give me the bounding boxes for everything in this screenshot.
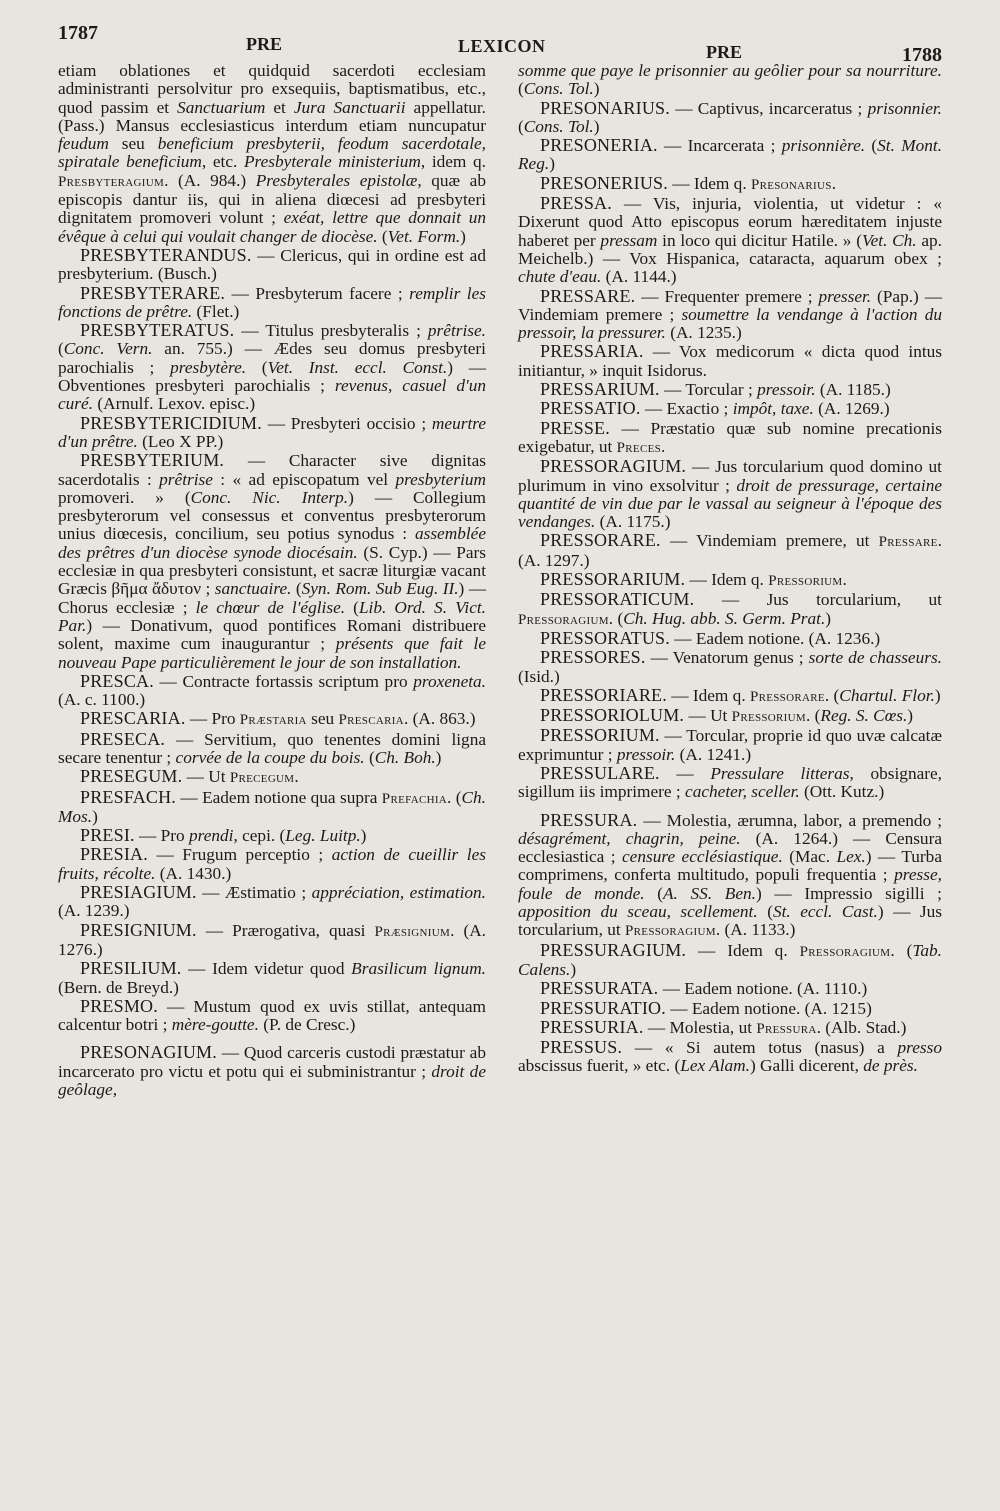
entry-body: — Idem q. Pressorium.	[685, 570, 847, 590]
entry-body: — Frugum perceptio ; action de cueillir les fruits, récolte. (A. 1430.)	[58, 845, 486, 883]
dictionary-entry	[518, 629, 942, 648]
running-title: LEXICON	[458, 36, 546, 56]
entry-headword: PRESONARIUS.	[540, 97, 670, 118]
entry-body: — « Si autem totus (nasus) a presso abscissus fuerit, » etc. (Lex Alam.) Galli dicerent, de près.	[518, 1038, 942, 1076]
entry-headword: PRESSULARE.	[540, 762, 660, 783]
dictionary-entry	[518, 764, 942, 802]
entry-body: — Eadem notione. (A. 1215)	[665, 998, 872, 1018]
dictionary-entry	[518, 457, 942, 531]
entry-body: — Mustum quod ex uvis stillat, antequam calcentur botri ; mère-goutte. (P. de Cresc.)	[58, 996, 486, 1035]
left-column	[58, 62, 486, 1099]
entry-body: — Venatorum genus ; sorte de chasseurs. (Isid.)	[518, 648, 943, 686]
dictionary-entry	[518, 1018, 942, 1038]
dictionary-entry	[58, 284, 486, 322]
page-number-right: 1788	[902, 44, 942, 66]
dictionary-entry	[518, 419, 942, 458]
entry-headword: PRESSORIUM.	[540, 725, 660, 746]
dictionary-entry	[58, 451, 486, 672]
entry-body: — Ut Pressorium. (Reg. S. Cœs.)	[684, 706, 914, 726]
dictionary-entry	[518, 287, 942, 343]
dictionary-entry	[518, 941, 942, 980]
entry-body: — Idem q. Pressorare. (Chartul. Flor.)	[666, 685, 941, 705]
dictionary-entry	[518, 174, 942, 194]
entry-headword: PRESSURIA.	[540, 1016, 644, 1037]
entry-headword: PRESSURA.	[540, 809, 638, 830]
entry-body: — Clericus, qui in ordine est ad presbyterium. (Busch.)	[58, 245, 486, 284]
entry-body: — Eadem notione. (A. 1110.)	[658, 979, 868, 999]
entry-body: — Idem videtur quod Brasilicum lignum. (Bern. de Breyd.)	[58, 959, 486, 997]
entry-headword: PRESSORARIUM.	[540, 569, 686, 590]
dictionary-entry	[58, 767, 486, 787]
entry-body: — Eadem notione. (A. 1236.)	[669, 628, 881, 648]
entry-headword: PRESSURATA.	[540, 978, 659, 999]
entry-headword: PRESIAGIUM.	[80, 882, 197, 903]
entry-headword: PRESSORES.	[540, 647, 646, 668]
entry-body: somme que paye le prisonnier au geôlier pour sa nourriture. (Cons. Tol.)	[518, 61, 942, 99]
entry-body: — Præstatio quæ sub nomine precationis exigebatur, ut Preces.	[518, 418, 942, 456]
dictionary-entry	[518, 62, 942, 99]
dictionary-entry	[58, 672, 486, 710]
entry-body: — Vindemiam premere, ut Pressare. (A. 1297.)	[518, 531, 942, 570]
entry-headword: PRESCA.	[80, 670, 154, 691]
entry-body: — Character sive dignitas sacerdotalis : prêtrise : « ad episcopatum vel presbyterium promoveri. » (Conc. Nic. Interp.) — Collegium presbyterorum vel consessus et conventus presbyterorum unius diœcesis, concilium, seu potius synodus : assemblée des prêtres d'un diocèse synode diocésain. (S. Cyp.) — Pars ecclesiæ in qua presbyteri consistunt, et sacræ liturgiæ vacant Græcis βῆμα ἄδυτον ; sanctuaire. (Syn. Rom. Sub Eug. II.) — Chorus ecclesiæ ; le chœur de l'église. (Lib. Ord. S. Vict. Par.) — Donativum, quod pontifices Romani distribuere solent, maxime cum inaugurantur ; présents que fait le nouveau Pape particulièrement le jour de son installation.	[58, 451, 487, 672]
entry-body: — Prærogativa, quasi Præsignium. (A. 1276.)	[58, 920, 486, 959]
dictionary-entry	[518, 136, 942, 174]
dictionary-entry	[58, 921, 486, 960]
dictionary-entry	[58, 826, 486, 845]
running-headword-right: PRE	[706, 42, 742, 62]
dictionary-entry	[518, 726, 942, 764]
dictionary-entry	[58, 321, 486, 413]
entry-body: — Pro prendi, cepi. (Leg. Luitp.)	[134, 826, 367, 846]
entry-body: — Vox medicorum « dicta quod intus initiantur, » inquit Isidorus.	[518, 342, 942, 380]
entry-headword: PRESSORATICUM.	[540, 589, 695, 610]
dictionary-entry	[518, 999, 942, 1018]
entry-headword: PRESCARIA.	[80, 708, 186, 729]
dictionary-entry	[58, 959, 486, 997]
entry-body: — Frequenter premere ; presser. (Pap.) — Vindemiam premere ; soumettre la vendange à l'action du pressoir, la pressurer. (A. 1235.)	[518, 286, 943, 343]
entry-headword: PRESSE.	[540, 417, 610, 438]
entry-headword: PRESSURAGIUM.	[540, 939, 687, 960]
entry-body: — Vis, injuria, violentia, ut videtur : « Dixerunt quod Atto episcopus eorum hæreditatem injuste haberet per pressam in loco qui dicitur Hatile. » (Vet. Ch. ap. Meichelb.) — Vox Hispanica, cataracta, aquarum obex ; chute d'eau. (A. 1144.)	[518, 194, 943, 287]
entry-body: — Idem q. Presonarius.	[667, 173, 837, 193]
right-column	[518, 62, 942, 1099]
dictionary-entry	[58, 730, 486, 768]
entry-headword: PRESSARE.	[540, 285, 636, 306]
dictionary-entry	[58, 845, 486, 883]
dictionary-entry	[58, 62, 486, 246]
dictionary-entry	[518, 1038, 942, 1076]
entry-headword: PRESBYTERARE.	[80, 282, 226, 303]
entry-headword: PRESFACH.	[80, 786, 177, 807]
dictionary-entry	[58, 883, 486, 921]
entry-headword: PRESSORIOLUM.	[540, 705, 685, 726]
entry-body: etiam oblationes et quidquid sacerdoti ecclesiam administranti persolvitur pro exsequiis, baptismatibus, etc., quod passim et Sanctuarium et Jura Sanctuarii appellatur. (Pass.) Mansus ecclesiasticus interdum etiam nuncupatur feudum seu beneficium presbyterii, feodum sacerdotale, spiratale beneficium, etc. Presbyterale ministerium, idem q. Presbyteragium. (A. 984.) Presbyterales epistolæ, quæ ab episcopis dantur iis, qui in aliena diœcesi ad presbyteri dignitatem promoveri volunt ; exéat, lettre que donnait un évêque à celui qui voulait changer de diocèse. (Vet. Form.)	[58, 61, 487, 246]
entry-body: — Torcular ; pressoir. (A. 1185.)	[659, 380, 891, 400]
entry-headword: PRESONERIA.	[540, 135, 658, 156]
entry-body: — Servitium, quo tenentes domini ligna secare tenentur ; corvée de la coupe du bois. (Ch. Boh.)	[58, 729, 486, 767]
dictionary-entry	[518, 979, 942, 998]
dictionary-entry	[518, 194, 942, 286]
running-headword-left: PRE	[246, 34, 282, 54]
dictionary-entry	[518, 706, 942, 726]
entry-headword: PRESONAGIUM.	[80, 1042, 217, 1063]
dictionary-entry	[518, 648, 942, 686]
dictionary-entry	[58, 997, 486, 1035]
entry-body: — Incarcerata ; prisonnière. (St. Mont. Reg.)	[518, 136, 943, 174]
entry-headword: PRESBYTERIUM.	[80, 450, 225, 471]
entry-headword: PRESILIUM.	[80, 958, 182, 979]
entry-headword: PRESSUS.	[540, 1037, 623, 1058]
entry-headword: PRESSARIUM.	[540, 379, 660, 400]
entry-headword: PRESSORAGIUM.	[540, 456, 687, 477]
entry-headword: PRESSORIARE.	[540, 684, 667, 705]
dictionary-entry	[58, 246, 486, 284]
entry-headword: PRESSORATUS.	[540, 627, 670, 648]
entry-body: — Exactio ; impôt, taxe. (A. 1269.)	[640, 399, 890, 419]
dictionary-entry	[518, 590, 942, 629]
dictionary-entry	[518, 531, 942, 570]
entry-body: — Pressulare litteras, obsignare, sigillum iis imprimere ; cacheter, sceller. (Ott. Kutz.)	[518, 763, 943, 802]
entry-body: — Ut Precegum.	[182, 767, 299, 787]
entry-body: — Molestia, ærumna, labor, a premendo ; désagrément, chagrin, peine. (A. 1264.) — Censura ecclesiastica ; censure ecclésiastique. (Mac. Lex.) — Turba comprimens, conferta multitudo, populi frequentia ; presse, foule de monde. (A. SS. Ben.) — Impressio sigilli ; apposition du sceau, scellement. (St. eccl. Cast.) — Jus torcularium, ut Pressoragium. (A. 1133.)	[518, 810, 943, 940]
entry-body: — Eadem notione qua supra Prefachia. (Ch. Mos.)	[58, 787, 486, 826]
entry-headword: PRESSORARE.	[540, 530, 661, 551]
dictionary-entry	[58, 709, 486, 729]
dictionary-entry	[518, 570, 942, 590]
entry-body: — Quod carceris custodi præstatur ab incarcerato pro victu et potu qui ei subministrantur ; droit de geôlage,	[58, 1043, 486, 1100]
dictionary-entry	[58, 1043, 486, 1099]
dictionary-entry	[518, 686, 942, 706]
entry-headword: PRESSATIO.	[540, 398, 641, 419]
entry-body: — Jus torcularium quod domino ut plurimum in vino exsolvitur ; droit de pressurage, certaine quantité de vin due par le vassal au seigneur à l'époque des vendanges. (A. 1175.)	[518, 457, 942, 532]
dictionary-entry	[518, 811, 942, 941]
page-number-left: 1787	[58, 22, 98, 44]
entry-body: — Presbyterum facere ; remplir les fonctions de prêtre. (Flet.)	[58, 283, 486, 321]
entry-headword: PRESBYTERICIDIUM.	[80, 412, 262, 433]
dictionary-entry	[518, 380, 942, 399]
entry-headword: PRESONERIUS.	[540, 172, 668, 193]
entry-headword: PRESBYTERANDUS.	[80, 244, 252, 265]
entry-headword: PRESEGUM.	[80, 766, 183, 787]
dictionary-entry	[518, 342, 942, 380]
entry-body: — Titulus presbyteralis ; prêtrise. (Conc. Vern. an. 755.) — Ædes seu domus presbyteri parochialis ; presbytère. (Vet. Inst. eccl. Const.) — Obventiones presbyteri parochialis ; revenus, casuel d'un curé. (Arnulf. Lexov. episc.)	[58, 321, 487, 414]
entry-headword: PRESMO.	[80, 995, 158, 1016]
entry-headword: PRESECA.	[80, 728, 166, 749]
page-header	[58, 22, 942, 66]
entry-body: — Presbyteri occisio ; meurtre d'un prêtre. (Leo X PP.)	[58, 413, 486, 451]
dictionary-entry	[518, 99, 942, 137]
entry-headword: PRESSARIA.	[540, 341, 644, 362]
entry-headword: PRESI.	[80, 825, 135, 846]
entry-body: — Captivus, incarceratus ; prisonnier. (Cons. Tol.)	[518, 98, 942, 136]
entry-headword: PRESBYTERATUS.	[80, 320, 235, 341]
entry-body: — Molestia, ut Pressura. (Alb. Stad.)	[643, 1017, 907, 1037]
entry-headword: PRESIGNIUM.	[80, 919, 197, 940]
entry-body: — Contracte fortassis scriptum pro proxeneta. (A. c. 1100.)	[58, 671, 486, 710]
entry-body: — Jus torcularium, ut Pressoragium. (Ch. Hug. abb. S. Germ. Prat.)	[518, 590, 942, 628]
entry-body: — Pro Præstaria seu Prescaria. (A. 863.)	[185, 709, 476, 729]
entry-body: — Torcular, proprie id quo uvæ calcatæ exprimuntur ; pressoir. (A. 1241.)	[518, 726, 942, 764]
entry-headword: PRESIA.	[80, 844, 148, 865]
entry-body: — Æstimatio ; appréciation, estimation. (A. 1239.)	[58, 883, 487, 921]
text-columns	[58, 62, 942, 1099]
entry-body: — Idem q. Pressoragium. (Tab. Calens.)	[518, 940, 942, 979]
entry-headword: PRESSA.	[540, 193, 612, 214]
dictionary-entry	[58, 788, 486, 827]
dictionary-entry	[518, 399, 942, 418]
dictionary-entry	[58, 414, 486, 452]
entry-headword: PRESSURATIO.	[540, 997, 666, 1018]
